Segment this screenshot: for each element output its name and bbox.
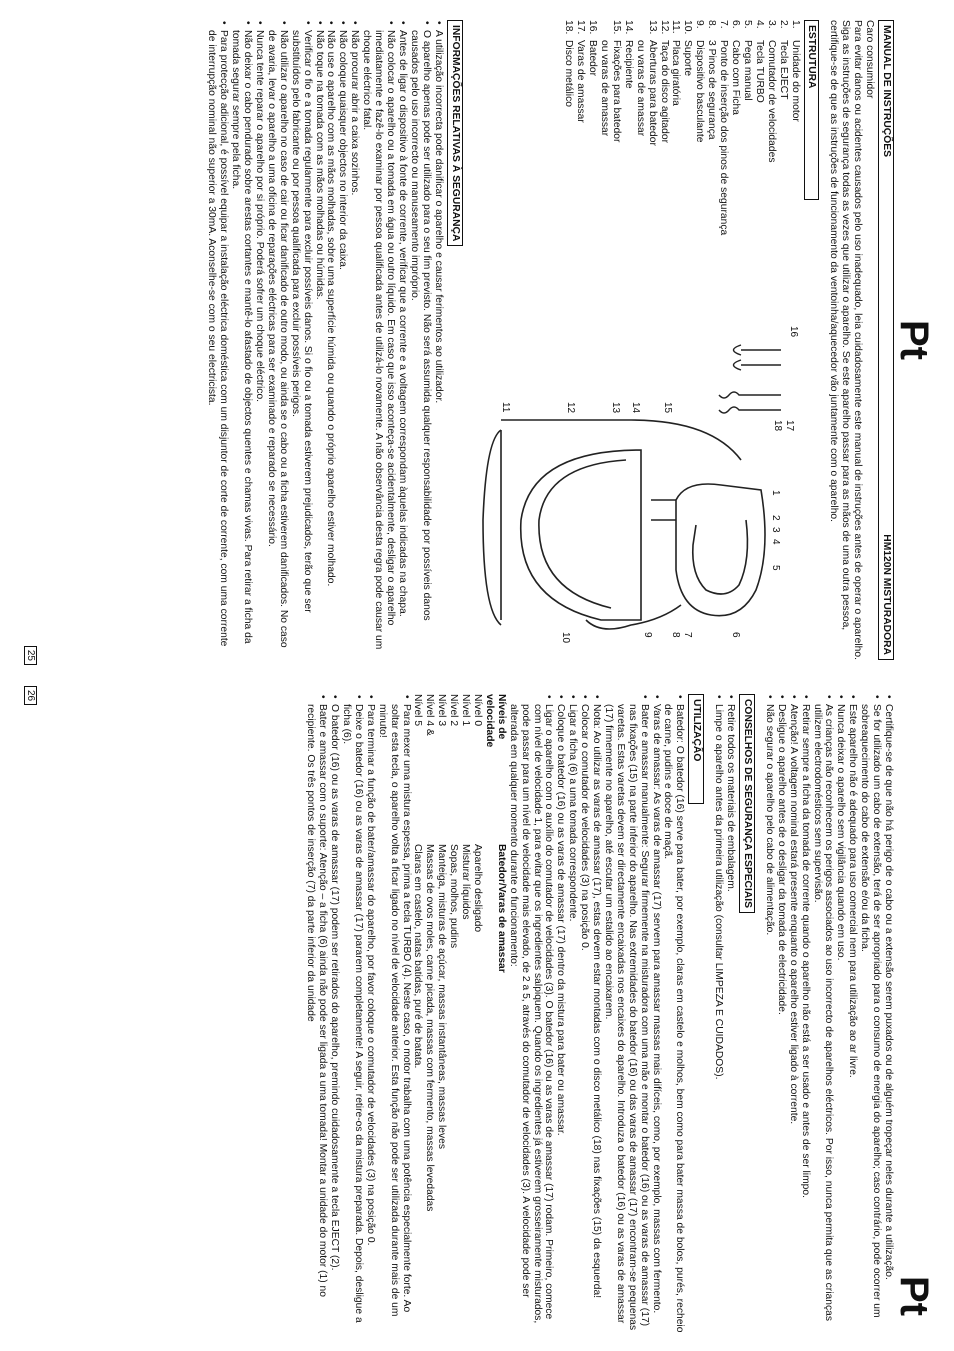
safety-item: • Certifique-se de que não há perigo de o cabo ou a extensão serem puxados ou de alguém tropeçar neles durante a utilização. [882,704,894,1334]
usage-item: • Nota: Ao utilizar as varas de amassar (17), estas devem estar montadas com o disco metálico (18) nas fixações (15) da esquerda! [590,704,602,1334]
part-number: 5. [741,20,753,29]
page-header-lang: Pt [892,320,936,360]
safety-item: • Desligue o aparelho antes de o desligar da tomada de electricidade. [775,704,787,1334]
safety-item: • Retirar sempre a ficha da tomada de corrente quando o aparelho não está a ser usado e antes de ser limpo. [799,704,811,1334]
part-item [634,20,646,320]
usage-item: • Varas de amassar: As varas de amassar (17) servem para amassar massas mais difíceis, como, por exemplo, massas com fermento. [650,704,662,1334]
part-label: Recipiente [622,40,634,89]
part-number: 12. [658,20,670,35]
illus-label: 1 [769,490,781,496]
part-item [729,20,741,320]
page-number: 25 [24,646,37,665]
safety-item: • Não colocar o aparelho ou a tomada em água ou outro líquido. Em caso que isso aconteça-se acidentalmente, desligar o aparelho imediatamente e fazê-lo examinar por pessoa qualificada antes de utilizá-lo novamente. A não observância desta regra pode causar um choque eléctrico fatal. [360,30,396,660]
illus-label: 13 [609,402,621,414]
part-label: Ponto de inserção dos pinos de segurança [718,40,730,236]
part-item [789,20,801,320]
part-number: 13. [646,20,658,35]
part-item [741,20,753,320]
part-item [622,20,634,320]
mixer-drawing [471,320,801,650]
speed-head-tool: Batedor/Varas de amassar [495,844,507,973]
page-header-lang: Pt [892,1276,936,1316]
speed-level: Nível 4 & [424,694,436,736]
part-item [598,20,610,320]
speed-row [435,694,447,1334]
part-label: Disco metálico [563,40,575,107]
speed-row [412,694,424,1334]
part-number: 16. [587,20,599,35]
safety-list-continued [763,694,894,1334]
illus-label: 11 [499,402,511,413]
safety-item: • Não segurar o aparelho pelo cabo de alimentação. [763,704,775,1334]
usage-list [507,694,686,1334]
speed-row [459,694,471,1334]
part-item [717,20,729,320]
speed-rows [412,694,483,1334]
part-item [682,20,694,320]
safety-item: • Atenção! A voltagem nominal estará presente enquanto o aparelho estiver ligado à corrente. [787,704,799,1334]
illus-label: 2 [769,515,781,521]
safety-heading: INFORMAÇÕES RELATIVAS À SEGURANÇA [447,20,463,246]
illus-label: 8 [669,632,681,638]
illus-label: 15 [661,402,673,414]
speed-table-header [483,694,507,1334]
illus-label: 7 [681,632,693,638]
part-label: ou varas de amassar [634,40,646,137]
usage-item: • Deixe o batedor (16) ou as varas de amassar (17) pararem completamente! A seguir, retire-os da mistura preparada. Depois, desligue a ficha (6). [340,704,364,1334]
part-label: Pega manual [741,40,753,101]
special-safety-item: • Limpe o aparelho antes da primeira utilização (consultar LIMPEZA E CUIDADOS). [712,704,724,1334]
part-number [598,20,610,40]
illus-label: 18 [771,420,783,432]
part-item [586,20,598,320]
page-number: 26 [24,686,37,705]
stand-bowl-sketch [483,420,741,629]
part-number: 4. [753,20,765,29]
part-label: Placa giratória [670,40,682,106]
manual-title-bar [878,20,894,660]
part-number: 7. [718,20,730,29]
parts-list [471,20,801,320]
part-number: 15. [610,20,622,35]
page-26-column [304,694,894,1334]
part-label: Tecla EJECT [777,40,789,100]
part-label: Aberturas para batedor [646,40,658,146]
special-safety-item: • Retire todos os materiais de embalagem. [724,704,736,1334]
intro-text: Para evitar danos ou acidentes causados pelo uso inadequado, leia cuidadosamente este manual de instruções antes de operar o aparelho. Siga as instruções de segurança todas as vezes que utilizar o aparelho. Se este aparelho passar para as mãos de uma outra pessoa, certifique-se de que as instruções de funcionamento da ventoinha/aquecedor vão juntamente com o aparelho. [828,20,864,660]
part-item [777,20,789,320]
part-item [670,20,682,320]
speed-use: Aparelho desligado [472,844,483,933]
safety-item: • Nunca tente reparar o aparelho por si próprio. Poderá sofrer um choque eléctrico. [253,30,265,660]
intro-greeting: Caro consumidor [864,20,876,99]
usage-item: • Coloque o batedor (16) ou as varas de amassar (17) dentro da mistura para bater ou amassar. [554,704,566,1334]
speed-level: Nível 3 [436,694,448,727]
part-label: Tecla TURBO [753,40,765,103]
part-label: 3 Pinos de segurança [706,40,718,140]
part-number: 8. [706,20,718,29]
part-number: 2. [777,20,789,29]
speed-level: Nível 2 [448,694,460,727]
part-label: Varas de amassar [575,40,587,123]
model-title: HM120N MISTURADORA [881,534,892,655]
speed-level: Nível 1 [460,694,472,727]
usage-item: • Bater e amassar com o suporte: Atenção – a ficha (6) ainda não pode ser ligada a uma tomada! Montar a unidade do motor (1) no recipiente. Os três pontos de inserção (7) da parte inferior da unidade [304,704,328,1334]
usage-item: • Ligar a ficha (6) a uma tomada correspondente. [566,704,578,1334]
part-item [658,20,670,320]
usage-heading: UTILIZAÇÃO [688,694,704,804]
part-item [705,20,717,320]
part-label: Batedor [587,40,599,77]
safety-item: • O aparelho apenas pode ser utilizado para o seu fim previsto. Não será assumida qualquer responsabilidade por possíveis danos causados pelo uso incorrecto ou manuseamento impróprio. [408,30,432,660]
beaters-sketch [719,345,781,413]
part-item [753,20,765,320]
part-label: Unidade do motor [789,40,801,122]
illus-label: 16 [787,326,799,338]
usage-list-continued [304,694,411,1334]
part-label: Comutador de velocidades [765,40,777,163]
usage-item: • Batedor: O batedor (16) serve para bater, por exemplo, claras em castelo e molhos, bem como para bater massa de bolos, purés, recheio de carne, pudins e doce de maçã. [662,704,686,1334]
illus-label: 10 [559,632,571,644]
part-label: Taça do disco agitador [658,40,670,144]
part-label: Dispositivo basculante [694,40,706,143]
part-item [610,20,622,320]
part-item [646,20,658,320]
page-25-column [206,20,894,660]
part-number: 6. [730,20,742,29]
usage-item: • Para mexer uma mistura espessa, prima a tecla TURBO (4). Neste caso, o motor trabalha com uma potência especialmente forte. Ao soltar esta tecla, o aparelho volta a ficar ligado no nível de velocidade anterior. Esta função não pode ser utilizada durante mais de um minuto! [376,704,412,1334]
structure-heading: ESTRUTURA [804,20,820,200]
safety-item: • A utilização incorrecta pode danificar o aparelho e causar ferimentos ao utilizador. [432,30,444,660]
page-26 [0,676,954,1351]
part-label: Cabo com Ficha [730,40,742,115]
speed-use: Misturar líquidos [460,844,472,920]
usage-item: • O batedor (16) ou as varas de amassar (17) podem ser retirados do aparelho, premindo cuidadosamente a tecla EJECT (2). [328,704,340,1334]
part-number: 3. [765,20,777,29]
part-number: 18. [563,20,575,35]
safety-item: • Não procurar abrir a caixa sozinhos. [348,30,360,660]
illus-label: 4 [769,539,781,545]
part-item [693,20,705,320]
speed-row [423,694,435,1334]
part-number: 9. [694,20,706,29]
usage-item: • Bater e amassar manualmente: Segurar firmemente na misturadora com uma mão e montar o batedor (16) ou as varas de amassar (17) nas fixações (15) na parte inferior do aparelho. Nas extremidades do batedor (16) ou das varas de amassar (17) encontram-se pequenas varetas. Estas varetas devem ser directamente encaixadas nos encaixes do aparelho. Introduza o batedor (16) ou as varas de amassar (17) firmemente no aparelho, até escutar um estalido ao encaixarem. [602,704,650,1334]
part-item [574,20,586,320]
illus-label: 12 [564,402,576,414]
part-label: Fixações para batedor [610,40,622,143]
page-25 [0,0,954,675]
mixer-illustration [471,320,801,650]
illus-label: 14 [629,402,641,414]
safety-item: • Para protecção adicional, é possível equipar a instalação eléctrica doméstica com um disjuntor de corte de corrente, com uma corrente de interrupção nominal não superior a 30mA. Aconselhe-se com o seu electricista. [206,30,230,660]
part-item [562,20,574,320]
illus-label: 6 [729,632,741,638]
safety-item: • Este aparelho não é adequado para uso comercial nem para utilização ao ar livre. [846,704,858,1334]
safety-item: • Verificar o fio e a tomada regularmente para excluir possíveis danos. Si o fio ou a tomada estiverem prejudicados, terão que ser substituídos pelo fabricante ou por pessoa qualificada para excluir possíveis perigos. [289,30,313,660]
speed-use: Claras em castelo, natas batidas, puré de batata. [412,844,424,1069]
speed-use: Sopas, molhos, pudins [448,844,460,949]
illus-label: 5 [769,565,781,571]
speed-use: Manteiga, misturas de açúcar, massas instantâneas, massas leves [436,844,448,1150]
speed-table [412,694,507,1334]
special-safety-heading: CONSELHOS DE SEGURANÇA ESPECIAIS [739,694,755,913]
special-safety-list [712,694,736,1334]
safety-item: • Não coloque quaisquer objectos no interior da caixa. [337,30,349,660]
part-item [765,20,777,320]
usage-item: • Colocar o comutador de velocidades (3) na posição 0. [578,704,590,1334]
speed-row [471,694,483,1334]
safety-item: • As crianças não reconhecem os perigos associados ao uso incorrecto de aparelhos eléctricos. Por isso, nunca permita que as crianças utilizem electrodomésticos sem supervisão. [811,704,835,1334]
structure-block [471,20,801,660]
part-number [634,20,646,40]
speed-head-level: Níveis de velocidade [483,694,507,748]
safety-list [206,20,444,660]
usage-item: • Ligar o aparelho com o auxílio do comutador de velocidades (3). O batedor (16) ou as varas de amassar (17) rodam. Primeiro, comece com nível de velocidade 1, para evitar que os ingredientes salpiquem. Quando os ingredientes já estiverem grosseiramente misturados, pode passar para um nível de velocidade mais elevado, de 2 a 5, através do comutador de velocidades (3). A velocidade pode ser alterada em qualquer momento durante o funcionamento: [507,704,555,1334]
speed-use: Massas de ovos moles, carne picada, massas com fermento, massas levedadas [424,844,436,1212]
mixer-body-sketch [651,484,765,616]
part-number: 11. [670,20,682,34]
speed-level: Nível 5 [412,694,424,727]
safety-item: • Se for utilizado um cabo de extensão, terá de ser apropriado para o consumo de energia do aparelho; caso contrário, pode ocorrer um sobreaquecimento do cabo de extensão e/ou da ficha. [858,704,882,1334]
illus-label: 3 [769,527,781,533]
illus-label: 17 [783,420,795,432]
speed-level: Nível 0 [472,694,483,727]
safety-item: • Antes de ligar o dispositivo à fonte de corrente, verificar que a corrente e a voltagem correspondam àquelas indicadas na chapa. [396,30,408,660]
safety-item: • Nunca deixar o aparelho sem vigilância quando em uso. [834,704,846,1334]
speed-row [447,694,459,1334]
part-label: Suporte [682,40,694,77]
illus-label: 9 [641,632,653,638]
usage-item: • Para terminar a função de bater/amassar do aparelho, por favor coloque o comutador de velocidades (3) na posição 0. [364,704,376,1334]
part-number: 17. [575,20,587,35]
part-number: 1. [789,20,801,29]
safety-item: • Não deixar o cabo pendurado sobre arestas cortantes e mantê-lo afastado de objectos quentes e chamas vivas. Para retirar a ficha da tomada segurar sempre pela ficha. [229,30,253,660]
part-label: ou varas de amassar [599,40,611,137]
part-number: 10. [682,20,694,35]
safety-item: • Não toque na tomada com as mãos molhadas ou húmidas. [313,30,325,660]
safety-item: • Não use o aparelho com as mãos molhadas, sobre uma superfície húmida ou quando o próprio aparelho estiver molhado. [325,30,337,660]
safety-item: • Não utilizar o aparelho no caso de cair ou ficar danificado de outro modo, ou ainda se o cabo ou a ficha estiverem danificados. No caso de avaria, levar o aparelho a uma oficina de reparações eléctricas para ser examinado e reparado se necessário. [265,30,289,660]
manual-title: MANUAL DE INSTRUÇÕES [881,25,892,157]
part-number: 14. [622,20,634,35]
